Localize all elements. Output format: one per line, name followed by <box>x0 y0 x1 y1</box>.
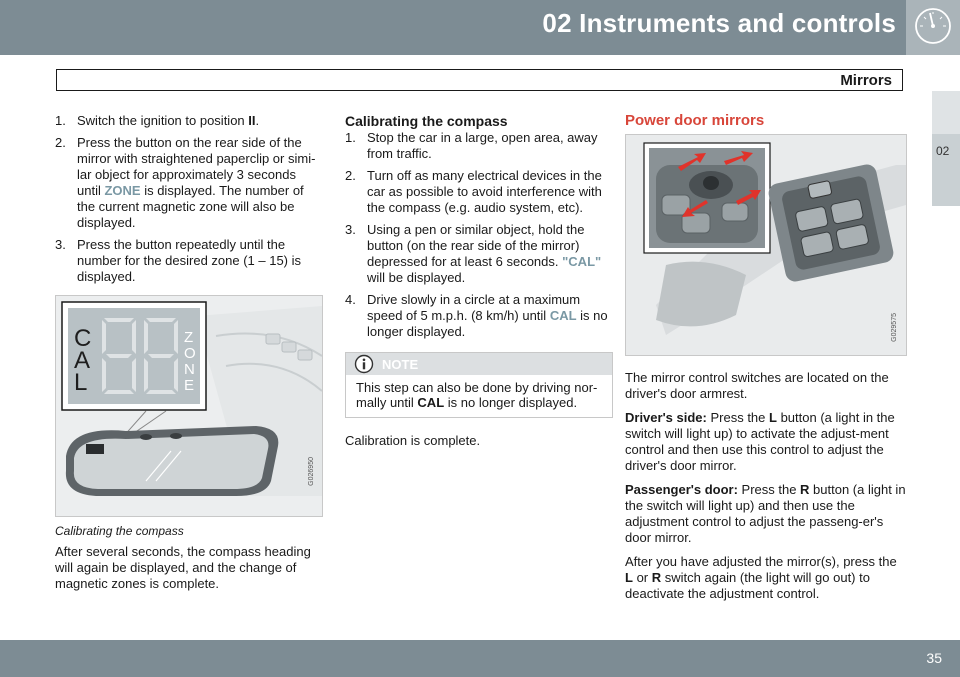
driver-side-label: Driver's side: <box>625 410 707 425</box>
note-label: NOTE <box>382 357 419 372</box>
step-number: 4. <box>345 292 356 307</box>
step-number: 2. <box>345 168 356 183</box>
step-text-end: . <box>255 113 260 128</box>
step-text: Switch the ignition to position <box>77 113 249 128</box>
power-mirrors-heading: Power door mirrors <box>625 112 765 129</box>
ignition-position: II <box>248 113 256 128</box>
step-number: 1. <box>55 113 66 128</box>
section-title: Mirrors <box>840 72 892 89</box>
gauge-icon-box <box>906 0 960 55</box>
chapter-tab-label: 02 <box>936 144 950 158</box>
section-bar <box>56 69 903 91</box>
note-text <box>346 375 612 417</box>
step-text: Press the button repeatedly until the number for the desired zone (1 – 15) is displayed. <box>77 237 302 284</box>
display-letter-o: O <box>184 345 196 362</box>
deactivate-text-start: After you have adjusted the mirror(s), press the <box>625 554 897 569</box>
step-text-end: will be displayed. <box>367 270 466 285</box>
mirror-control-figure <box>625 134 907 356</box>
step-number: 3. <box>55 237 66 252</box>
list-item <box>345 222 613 286</box>
page-header <box>0 0 960 55</box>
column-right <box>625 113 907 610</box>
zone-complete-text: After several seconds, the compass heading will again be displayed, and the change of magnetic zones is complete. <box>55 544 311 591</box>
figure-code: G029575 <box>891 313 898 342</box>
calibration-complete-text: Calibration is complete. <box>345 433 481 448</box>
note-text-end: is no longer displayed. <box>444 395 578 410</box>
display-letter-l: L <box>74 369 88 396</box>
list-item <box>55 113 323 129</box>
display-letter-c: C <box>74 325 92 352</box>
deactivate-text <box>625 554 907 602</box>
step-text: Stop the car in a large, open area, away from traffic. <box>367 130 598 161</box>
note-keyword: CAL <box>417 395 445 410</box>
step-text-end: is displayed. The number of the current magnetic zone will also be displayed. <box>77 183 304 230</box>
deactivate-text-end: switch again (the light will go out) to deactivate the adjustment control. <box>625 570 870 601</box>
right-key: R <box>800 482 810 497</box>
figure-caption: Calibrating the compass <box>55 524 184 538</box>
column-middle <box>345 113 613 457</box>
display-letter-a: A <box>74 347 91 374</box>
step-text: Drive slowly in a circle at a maximum speed of 5 m.p.h. (8 km/h) until <box>367 292 581 323</box>
zone-keyword: ZONE <box>104 183 141 198</box>
passenger-text-start: Press the <box>737 482 801 497</box>
passenger-text-end: button (a light in the switch will light up) and then use the adjustment control to adjust the passeng-er's door mirror. <box>625 482 906 545</box>
info-icon <box>354 354 374 374</box>
step-text: Using a pen or similar object, hold the button (on the rear side of the mirror) depressed for at least 6 seconds. <box>367 222 585 269</box>
chapter-title: 02 Instruments and controls <box>542 8 896 38</box>
display-letter-n: N <box>184 361 195 378</box>
step-text: Press the button on the rear side of the mirror with straightened paperclip or simi-lar object for approximately 3 seconds until <box>77 135 316 198</box>
cal-keyword: CAL <box>549 308 577 323</box>
intro-text: The mirror control switches are located on the driver's door armrest. <box>625 370 889 401</box>
list-item <box>345 292 613 340</box>
list-item <box>345 130 613 162</box>
right-key: R <box>651 570 662 585</box>
step-text: Turn off as many electrical devices in the car as possible to avoid interference with the compass (e.g. audio system, etc). <box>367 168 602 215</box>
note-text-start: This step can also be done by driving nor-mally until <box>356 380 598 410</box>
list-item <box>55 135 323 231</box>
gauge-icon <box>906 0 960 55</box>
list-item <box>345 168 613 216</box>
door-armrest-illustration <box>626 135 906 355</box>
deactivate-text-mid: or <box>632 570 652 585</box>
zone-steps <box>55 113 323 285</box>
display-letter-e: E <box>184 377 195 394</box>
list-item <box>55 237 323 285</box>
step-number: 2. <box>55 135 66 150</box>
left-key: L <box>625 570 633 585</box>
driver-text-end: button (a light in the switch will light up) to activate the adjust-ment control and then use this control to adjust the driver's door mirror. <box>625 410 895 473</box>
calibration-heading: Calibrating the compass <box>345 113 508 129</box>
compass-mirror-figure <box>55 295 323 517</box>
display-letter-z: Z <box>184 329 194 346</box>
figure-code: G026950 <box>308 457 315 486</box>
column-left <box>55 113 323 600</box>
left-key: L <box>769 410 777 425</box>
passenger-side-label: Passenger's door: <box>625 482 738 497</box>
page-footer <box>0 640 960 677</box>
driver-text-start: Press the <box>706 410 769 425</box>
cal-keyword: "CAL" <box>562 254 602 269</box>
step-text-end: is no longer displayed. <box>367 308 608 339</box>
note-header <box>346 353 612 375</box>
step-number: 3. <box>345 222 356 237</box>
note-box <box>345 352 613 418</box>
page-number: 35 <box>926 650 942 666</box>
calibration-steps <box>345 130 613 340</box>
step-number: 1. <box>345 130 356 145</box>
passenger-side-text <box>625 482 907 546</box>
driver-side-text <box>625 410 907 474</box>
